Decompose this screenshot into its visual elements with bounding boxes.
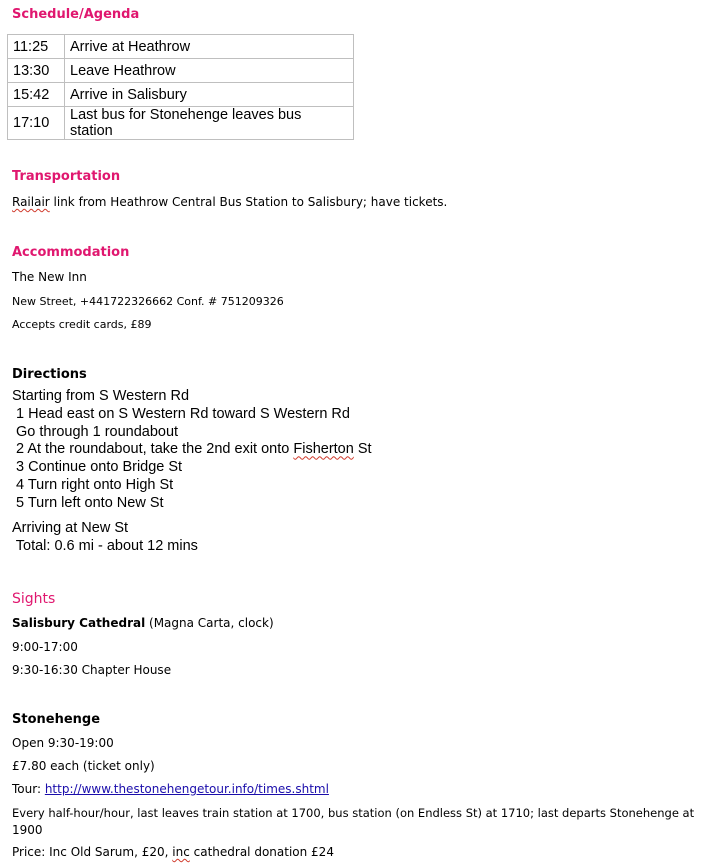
directions-total: Total: 0.6 mi - about 12 mins [12,537,198,554]
directions-summary [12,520,198,556]
transportation-text [12,195,447,209]
accommodation-address: New Street, +441722326662 Conf. # 751209326 [12,295,284,308]
directions-steps [12,388,372,513]
schedule-heading: Schedule/Agenda [12,7,140,22]
price-text: cathedral donation £24 [189,845,334,859]
misspelled-word: Fisherton [293,441,354,458]
accommodation-payment: Accepts credit cards, £89 [12,318,152,331]
table-row [8,59,354,83]
table-row [8,107,354,140]
schedule-time: 11:25 [8,35,65,59]
cathedral-hours: 9:00-17:00 [12,640,78,654]
table-row [8,35,354,59]
schedule-time: 15:42 [8,83,65,107]
directions-step: 4 Turn right onto High St [12,476,174,493]
directions-step: 3 Continue onto Bridge St [12,459,183,476]
sights-heading: Sights [12,591,56,607]
stonehenge-price-each: £7.80 each (ticket only) [12,759,155,773]
directions-step: 5 Turn left onto New St [12,494,164,511]
accommodation-name: The New Inn [12,270,87,284]
directions-step [12,441,372,459]
directions-arrive: Arriving at New St [12,520,129,536]
schedule-time: 17:10 [8,107,65,140]
schedule-event: Arrive at Heathrow [65,35,354,59]
directions-heading: Directions [12,367,87,382]
table-row [8,83,354,107]
directions-step: Go through 1 roundabout [12,423,179,440]
schedule-time: 13:30 [8,59,65,83]
cathedral-title [12,616,274,630]
directions-step: 1 Head east on S Western Rd toward S Western Rd [12,405,350,422]
transportation-rest: link from Heathrow Central Bus Station to Salisbury; have tickets. [49,195,448,209]
stonehenge-title: Stonehenge [12,712,101,727]
schedule-table [7,34,354,140]
schedule-event: Leave Heathrow [65,59,354,83]
directions-step-text: St [353,441,372,458]
cathedral-chapter-house: 9:30-16:30 Chapter House [12,663,172,677]
schedule-event: Last bus for Stonehenge leaves bus station [65,107,354,140]
stonehenge-open: Open 9:30-19:00 [12,736,114,750]
directions-step-text: 2 At the roundabout, take the 2nd exit onto [12,441,294,458]
misspelled-word: inc [172,845,190,859]
tour-label: Tour: [12,782,45,796]
stonehenge-frequency-line2: 1900 [12,823,43,837]
schedule-event: Arrive in Salisbury [65,83,354,107]
price-text: Price: Inc Old Sarum, £20, [12,845,173,859]
accommodation-heading: Accommodation [12,245,130,260]
cathedral-name: Salisbury Cathedral [12,616,146,630]
stonehenge-price [12,845,334,859]
tour-link[interactable]: http://www.thestonehengetour.info/times.shtml [44,782,329,796]
transportation-heading: Transportation [12,169,121,184]
stonehenge-tour [12,782,329,796]
directions-start: Starting from S Western Rd [12,388,190,404]
cathedral-note: (Magna Carta, clock) [145,616,274,630]
stonehenge-frequency-line1: Every half-hour/hour, last leaves train station at 1700, bus station (on Endless St) at 1710; last departs Stonehenge at [12,806,695,820]
misspelled-word: Railair [12,195,50,209]
